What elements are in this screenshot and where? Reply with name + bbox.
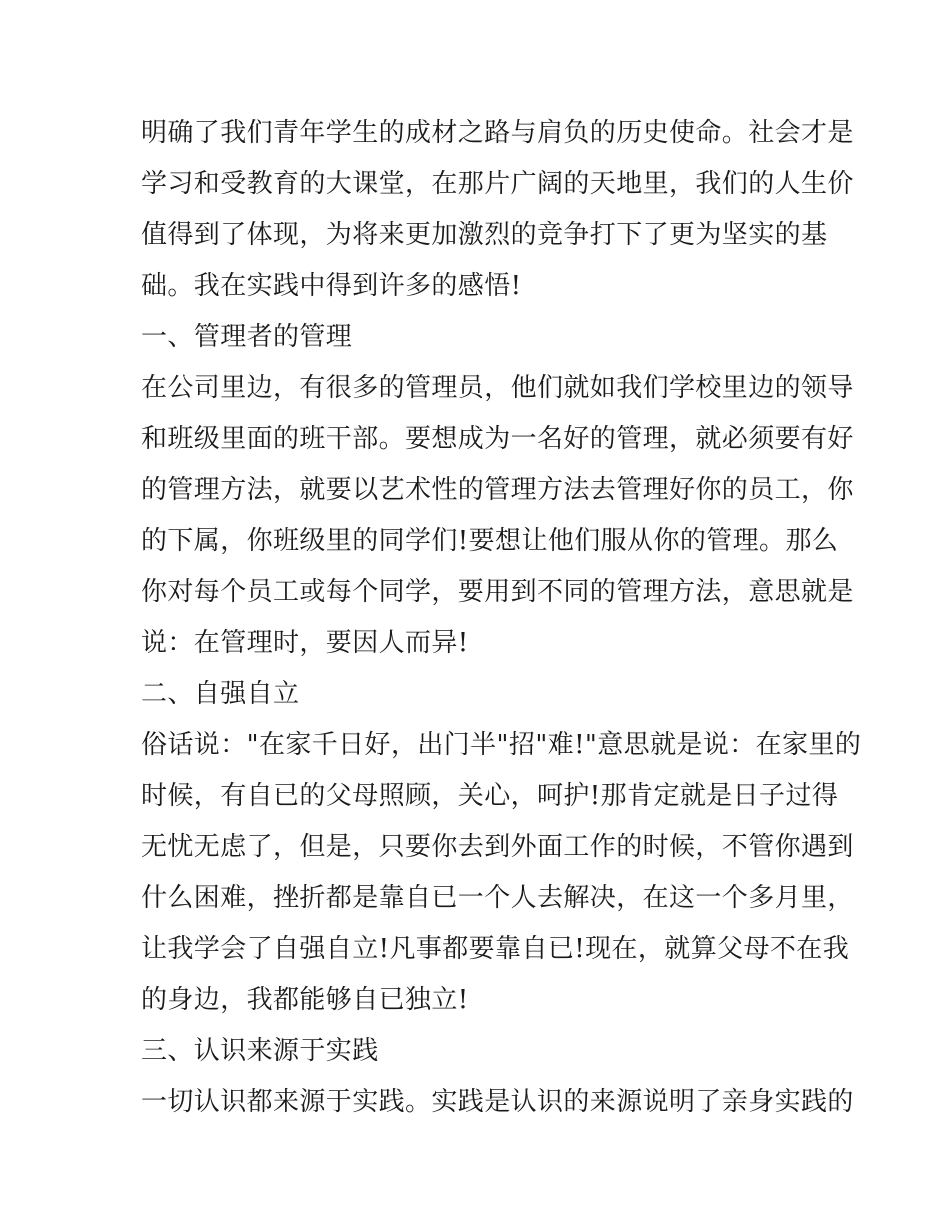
paragraph-line: 让我学会了自强自立!凡事都要靠自已!现在，就算父母不在我 — [141, 934, 850, 964]
paragraph-line: 值得到了体现，为将来更加激烈的竞争打下了更为坚实的基 — [141, 220, 828, 250]
document-body — [141, 108, 862, 1128]
paragraph-line: 说：在管理时，要因人而异! — [141, 628, 469, 658]
paragraph-line: 无忧无虑了，但是，只要你去到外面工作的时候，不管你遇到 — [141, 832, 854, 862]
paragraph-line: 你对每个员工或每个同学，要用到不同的管理方法，意思就是 — [141, 577, 854, 607]
section-heading: 二、自强自立 — [141, 679, 300, 709]
paragraph-line: 的身边，我都能够自已独立! — [141, 985, 469, 1015]
paragraph-line: 的管理方法，就要以艺术性的管理方法去管理好你的员工，你 — [141, 475, 854, 505]
paragraph-line: 俗话说："在家千日好，出门半"招"难!"意思就是说：在家里的 — [141, 730, 862, 760]
paragraph-line: 和班级里面的班干部。要想成为一名好的管理，就必须要有好 — [141, 424, 854, 454]
paragraph-line: 学习和受教育的大课堂，在那片广阔的天地里，我们的人生价 — [141, 169, 854, 199]
section-heading: 一、管理者的管理 — [141, 322, 353, 352]
paragraph-line: 础。我在实践中得到许多的感悟! — [141, 271, 522, 301]
paragraph-line: 的下属，你班级里的同学们!要想让他们服从你的管理。那么 — [141, 526, 839, 556]
paragraph-line: 时候，有自已的父母照顾，关心，呵护!那肯定就是日子过得 — [141, 781, 839, 811]
paragraph-line: 什么困难，挫折都是靠自已一个人去解决，在这一个多月里， — [141, 883, 854, 913]
paragraph-line: 在公司里边，有很多的管理员，他们就如我们学校里边的领导 — [141, 373, 854, 403]
paragraph-line: 一切认识都来源于实践。实践是认识的来源说明了亲身实践的 — [141, 1087, 854, 1117]
paragraph-line: 明确了我们青年学生的成材之路与肩负的历史使命。社会才是 — [141, 118, 854, 148]
section-heading: 三、认识来源于实践 — [141, 1036, 379, 1066]
